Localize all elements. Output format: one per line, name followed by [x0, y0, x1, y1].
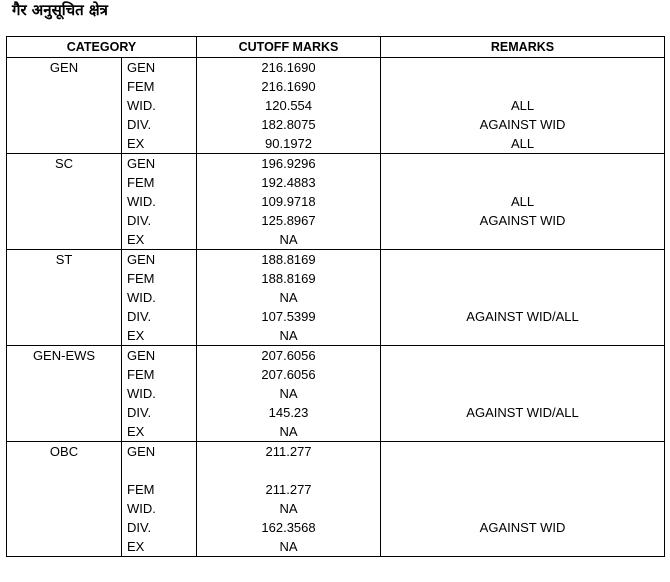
- remarks-cell: AGAINST WID/ALL: [381, 307, 665, 326]
- remarks-cell: [381, 442, 665, 481]
- subcategory-cell: EX: [122, 326, 197, 346]
- subcategory-cell: GEN: [122, 442, 197, 481]
- cutoff-marks-cell: 107.5399: [197, 307, 381, 326]
- subcategory-cell: DIV.: [122, 115, 197, 134]
- category-cell: SC: [7, 154, 122, 250]
- cutoff-marks-cell: NA: [197, 326, 381, 346]
- header-category: CATEGORY: [7, 37, 197, 58]
- category-cell: GEN-EWS: [7, 346, 122, 442]
- cutoff-marks-cell: 125.8967: [197, 211, 381, 230]
- cutoff-marks-cell: 188.8169: [197, 269, 381, 288]
- category-cell: ST: [7, 250, 122, 346]
- subcategory-cell: DIV.: [122, 211, 197, 230]
- subcategory-cell: DIV.: [122, 518, 197, 537]
- remarks-cell: [381, 537, 665, 557]
- cutoff-marks-cell: 207.6056: [197, 346, 381, 366]
- category-cell: GEN: [7, 58, 122, 154]
- subcategory-cell: FEM: [122, 365, 197, 384]
- cutoff-marks-cell: 216.1690: [197, 58, 381, 78]
- subcategory-cell: WID.: [122, 192, 197, 211]
- table-row: [7, 250, 665, 270]
- remarks-cell: [381, 250, 665, 270]
- subcategory-cell: EX: [122, 537, 197, 557]
- subcategory-cell: EX: [122, 230, 197, 250]
- subcategory-cell: EX: [122, 134, 197, 154]
- subcategory-cell: FEM: [122, 269, 197, 288]
- remarks-cell: AGAINST WID: [381, 518, 665, 537]
- cutoff-marks-cell: 120.554: [197, 96, 381, 115]
- cutoff-marks-cell: 182.8075: [197, 115, 381, 134]
- cutoff-marks-cell: 90.1972: [197, 134, 381, 154]
- cutoff-marks-cell: NA: [197, 422, 381, 442]
- cutoff-marks-cell: 109.9718: [197, 192, 381, 211]
- cutoff-marks-cell: NA: [197, 537, 381, 557]
- remarks-cell: [381, 58, 665, 78]
- remarks-cell: [381, 230, 665, 250]
- remarks-cell: [381, 422, 665, 442]
- subcategory-cell: WID.: [122, 96, 197, 115]
- cutoff-marks-cell: NA: [197, 288, 381, 307]
- table-row: [7, 154, 665, 174]
- subcategory-cell: GEN: [122, 154, 197, 174]
- cutoff-marks-cell: 216.1690: [197, 77, 381, 96]
- subcategory-cell: FEM: [122, 480, 197, 499]
- table-row: [7, 346, 665, 366]
- page-title: गैर अनुसूचित क्षेत्र: [12, 1, 108, 19]
- cutoff-marks-cell: 192.4883: [197, 173, 381, 192]
- cutoff-marks-cell: NA: [197, 499, 381, 518]
- remarks-cell: AGAINST WID: [381, 211, 665, 230]
- subcategory-cell: GEN: [122, 250, 197, 270]
- subcategory-cell: GEN: [122, 58, 197, 78]
- cutoff-marks-cell: NA: [197, 230, 381, 250]
- table-row: [7, 442, 665, 481]
- subcategory-cell: DIV.: [122, 307, 197, 326]
- subcategory-cell: WID.: [122, 499, 197, 518]
- table-header-row: [7, 37, 665, 58]
- remarks-cell: ALL: [381, 192, 665, 211]
- remarks-cell: [381, 365, 665, 384]
- remarks-cell: ALL: [381, 134, 665, 154]
- remarks-cell: [381, 154, 665, 174]
- table-body: [7, 58, 665, 557]
- remarks-cell: [381, 173, 665, 192]
- cutoff-marks-cell: 162.3568: [197, 518, 381, 537]
- remarks-cell: [381, 499, 665, 518]
- subcategory-cell: EX: [122, 422, 197, 442]
- subcategory-cell: FEM: [122, 173, 197, 192]
- cutoff-marks-cell: 145.23: [197, 403, 381, 422]
- remarks-cell: [381, 326, 665, 346]
- table-row: [7, 58, 665, 78]
- header-cutoff-marks: CUTOFF MARKS: [197, 37, 381, 58]
- remarks-cell: [381, 480, 665, 499]
- remarks-cell: [381, 288, 665, 307]
- remarks-cell: [381, 269, 665, 288]
- cutoff-marks-cell: 211.277: [197, 442, 381, 481]
- subcategory-cell: DIV.: [122, 403, 197, 422]
- cutoff-marks-cell: 196.9296: [197, 154, 381, 174]
- subcategory-cell: GEN: [122, 346, 197, 366]
- remarks-cell: [381, 346, 665, 366]
- subcategory-cell: WID.: [122, 288, 197, 307]
- header-remarks: REMARKS: [381, 37, 665, 58]
- subcategory-cell: FEM: [122, 77, 197, 96]
- cutoff-marks-cell: 211.277: [197, 480, 381, 499]
- remarks-cell: [381, 77, 665, 96]
- cutoff-marks-cell: NA: [197, 384, 381, 403]
- remarks-cell: ALL: [381, 96, 665, 115]
- cutoff-marks-cell: 207.6056: [197, 365, 381, 384]
- remarks-cell: AGAINST WID/ALL: [381, 403, 665, 422]
- category-cell: OBC: [7, 442, 122, 557]
- remarks-cell: [381, 384, 665, 403]
- remarks-cell: AGAINST WID: [381, 115, 665, 134]
- cutoff-table: [6, 36, 665, 557]
- subcategory-cell: WID.: [122, 384, 197, 403]
- cutoff-marks-cell: 188.8169: [197, 250, 381, 270]
